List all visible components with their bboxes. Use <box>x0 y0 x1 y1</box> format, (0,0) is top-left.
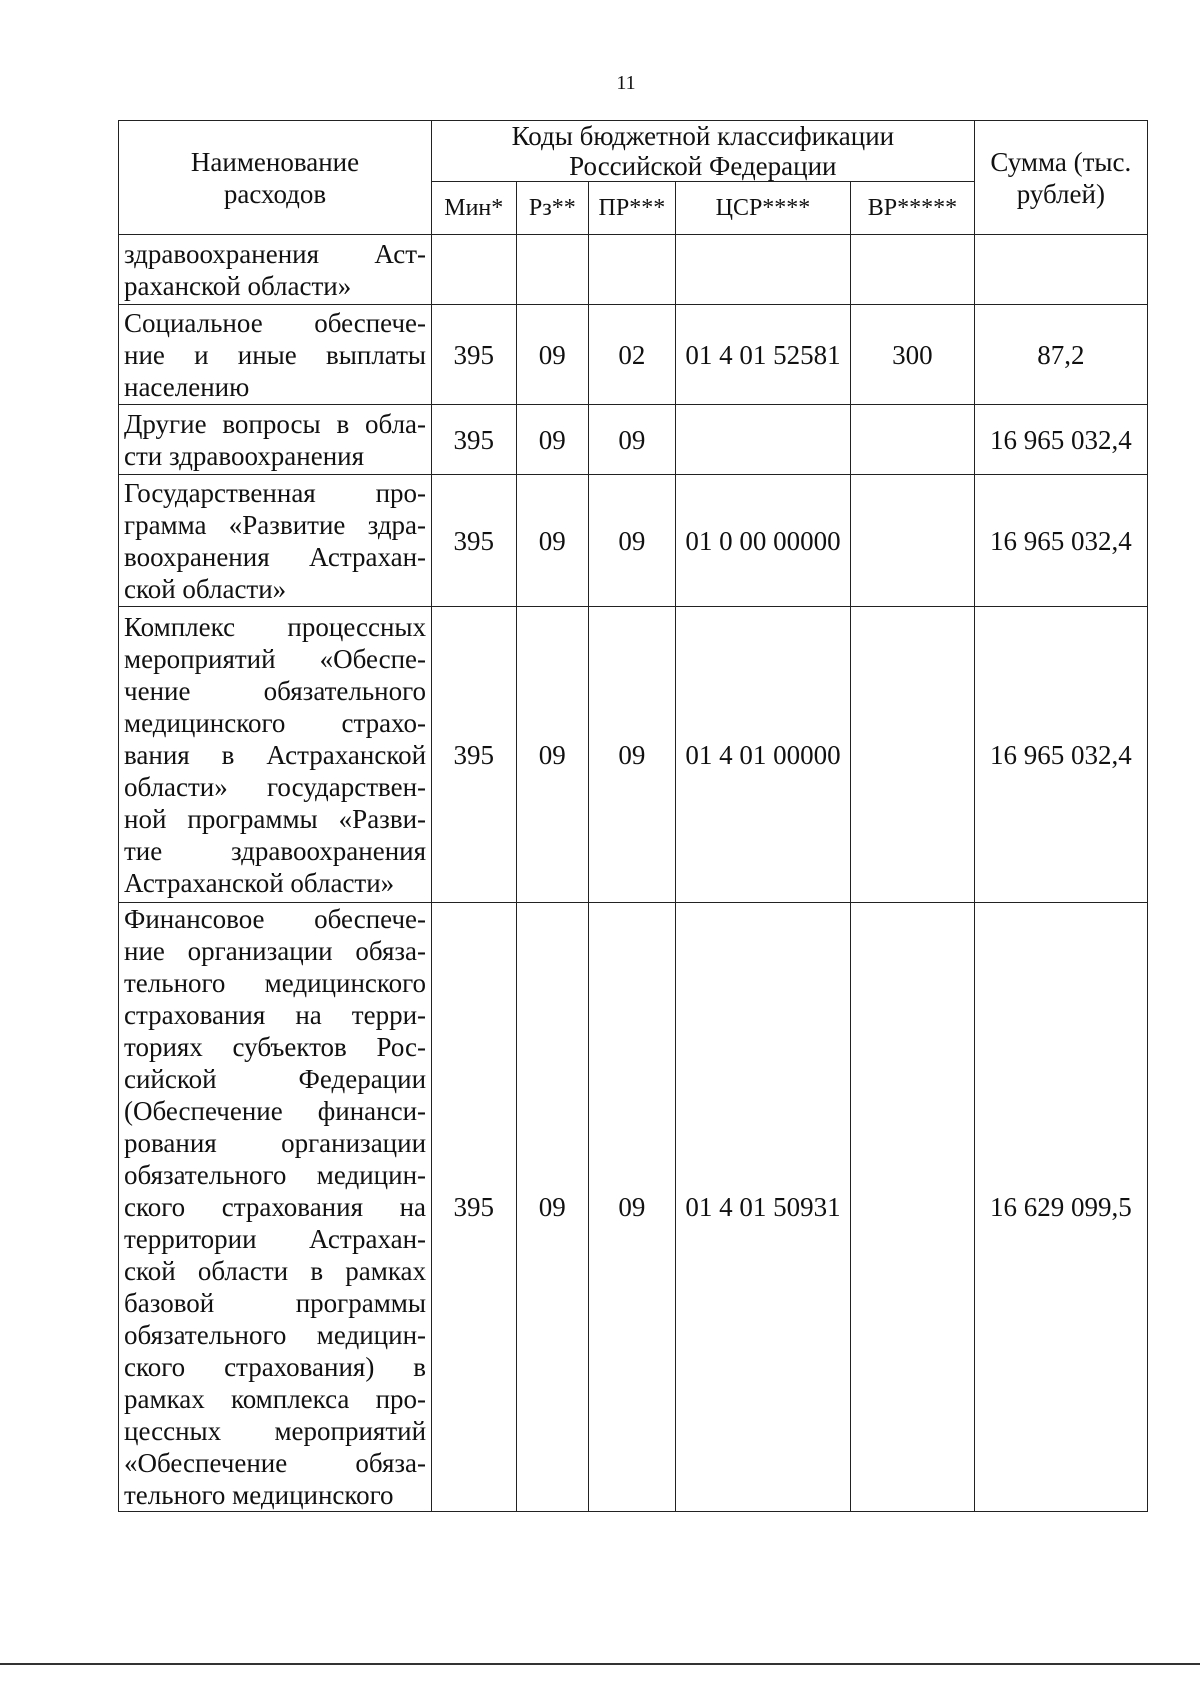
cell-csr: 01 4 01 50931 <box>675 903 850 1512</box>
cell-name <box>119 475 432 607</box>
cell-vr <box>851 405 974 475</box>
cell-vr <box>851 235 974 305</box>
cell-pr: 09 <box>589 607 676 903</box>
header-pr: ПР*** <box>589 182 676 235</box>
cell-vr <box>851 607 974 903</box>
cell-name-line: обязательного медицин- <box>124 1320 427 1350</box>
cell-rz: 09 <box>516 903 589 1512</box>
cell-pr: 09 <box>589 903 676 1512</box>
cell-name-line: тельного медицинского <box>124 968 427 998</box>
cell-name-line: вания в Астраханской <box>124 739 427 770</box>
cell-min: 395 <box>432 305 516 405</box>
cell-name-line: чение обязательного <box>124 675 427 706</box>
header-rz: Рз** <box>516 182 589 235</box>
table-row <box>119 305 1148 405</box>
bottom-rule <box>0 1663 1200 1665</box>
cell-name-line: тельного медицинского <box>124 1480 394 1510</box>
cell-name <box>119 235 432 305</box>
cell-name-line: ние организации обяза- <box>124 936 427 966</box>
budget-table <box>118 120 1148 1512</box>
cell-sum: 16 965 032,4 <box>974 475 1147 607</box>
cell-name-line: области» государствен- <box>124 771 427 802</box>
cell-min: 395 <box>432 903 516 1512</box>
cell-sum: 16 965 032,4 <box>974 607 1147 903</box>
cell-name-line: сийской Федерации <box>124 1064 427 1094</box>
header-sum-text: Сумма (тыс. рублей) <box>990 146 1132 209</box>
cell-rz <box>516 235 589 305</box>
cell-name-line: медицинского страхо- <box>124 707 427 738</box>
header-row-top <box>119 121 1148 182</box>
cell-name-line: рования организации <box>124 1128 427 1158</box>
cell-name-line: Государственная про- <box>124 477 427 508</box>
header-codes-group <box>432 121 975 182</box>
cell-min: 395 <box>432 475 516 607</box>
cell-csr <box>675 235 850 305</box>
cell-name <box>119 903 432 1512</box>
cell-name-line: базовой программы <box>124 1288 427 1318</box>
cell-name <box>119 305 432 405</box>
cell-name-line: ние и иные выплаты <box>124 339 427 370</box>
cell-name-line: ского страхования на <box>124 1192 427 1222</box>
cell-pr: 02 <box>589 305 676 405</box>
cell-name-line: ной программы «Разви- <box>124 803 427 834</box>
header-min: Мин* <box>432 182 516 235</box>
cell-min <box>432 235 516 305</box>
table-row <box>119 607 1148 903</box>
cell-name <box>119 405 432 475</box>
cell-csr <box>675 405 850 475</box>
header-vr: ВР***** <box>851 182 974 235</box>
cell-name <box>119 607 432 903</box>
header-codes-group-text: Коды бюджетной классификации Российской Федерации <box>511 121 895 181</box>
cell-pr: 09 <box>589 405 676 475</box>
cell-name-line: сти здравоохранения <box>124 440 365 471</box>
cell-name-line: раханской области» <box>124 270 352 301</box>
cell-pr: 09 <box>589 475 676 607</box>
header-name <box>119 121 432 235</box>
cell-name-line: «Обеспечение обяза- <box>124 1448 427 1478</box>
cell-rz: 09 <box>516 405 589 475</box>
cell-name-line: мероприятий «Обеспе- <box>124 643 427 674</box>
cell-name-line: ской области» <box>124 573 287 604</box>
header-csr: ЦСР**** <box>675 182 850 235</box>
cell-min: 395 <box>432 405 516 475</box>
cell-name-line: Другие вопросы в обла- <box>124 408 427 439</box>
cell-name-line: ского страхования) в <box>124 1352 427 1382</box>
cell-name-line: ториях субъектов Рос- <box>124 1032 427 1062</box>
cell-sum: 16 629 099,5 <box>974 903 1147 1512</box>
cell-name-line: Финансовое обеспече- <box>124 904 427 934</box>
cell-name-line: территории Астрахан- <box>124 1224 427 1254</box>
cell-name-line: воохранения Астрахан- <box>124 541 427 572</box>
table-body <box>119 235 1148 1512</box>
cell-rz: 09 <box>516 607 589 903</box>
page-number: 11 <box>616 72 636 94</box>
cell-name-line: обязательного медицин- <box>124 1160 427 1190</box>
table-row <box>119 405 1148 475</box>
cell-name-line: страхования на терри- <box>124 1000 427 1030</box>
cell-pr <box>589 235 676 305</box>
cell-vr: 300 <box>851 305 974 405</box>
cell-name-line: ской области в рамках <box>124 1256 427 1286</box>
cell-vr <box>851 903 974 1512</box>
cell-min: 395 <box>432 607 516 903</box>
cell-name-line: грамма «Развитие здра- <box>124 509 427 540</box>
cell-rz: 09 <box>516 305 589 405</box>
cell-name-line: Астраханской области» <box>124 867 395 898</box>
cell-csr: 01 4 01 00000 <box>675 607 850 903</box>
cell-csr: 01 4 01 52581 <box>675 305 850 405</box>
cell-sum <box>974 235 1147 305</box>
cell-name-line: населению <box>124 371 250 402</box>
header-name-text: Наименование расходов <box>190 146 360 209</box>
cell-name-line: (Обеспечение финанси- <box>124 1096 427 1126</box>
cell-name-line: Социальное обеспече- <box>124 307 427 338</box>
header-sum <box>974 121 1147 235</box>
cell-sum: 87,2 <box>974 305 1147 405</box>
cell-vr <box>851 475 974 607</box>
cell-name-line: рамках комплекса про- <box>124 1384 427 1414</box>
cell-rz: 09 <box>516 475 589 607</box>
cell-name-line: Комплекс процессных <box>124 611 427 642</box>
table-row <box>119 903 1148 1512</box>
cell-name-line: здравоохранения Аст- <box>124 238 427 269</box>
cell-sum: 16 965 032,4 <box>974 405 1147 475</box>
table-row <box>119 235 1148 305</box>
cell-csr: 01 0 00 00000 <box>675 475 850 607</box>
table-row <box>119 475 1148 607</box>
cell-name-line: цессных мероприятий <box>124 1416 427 1446</box>
cell-name-line: тие здравоохранения <box>124 835 427 866</box>
